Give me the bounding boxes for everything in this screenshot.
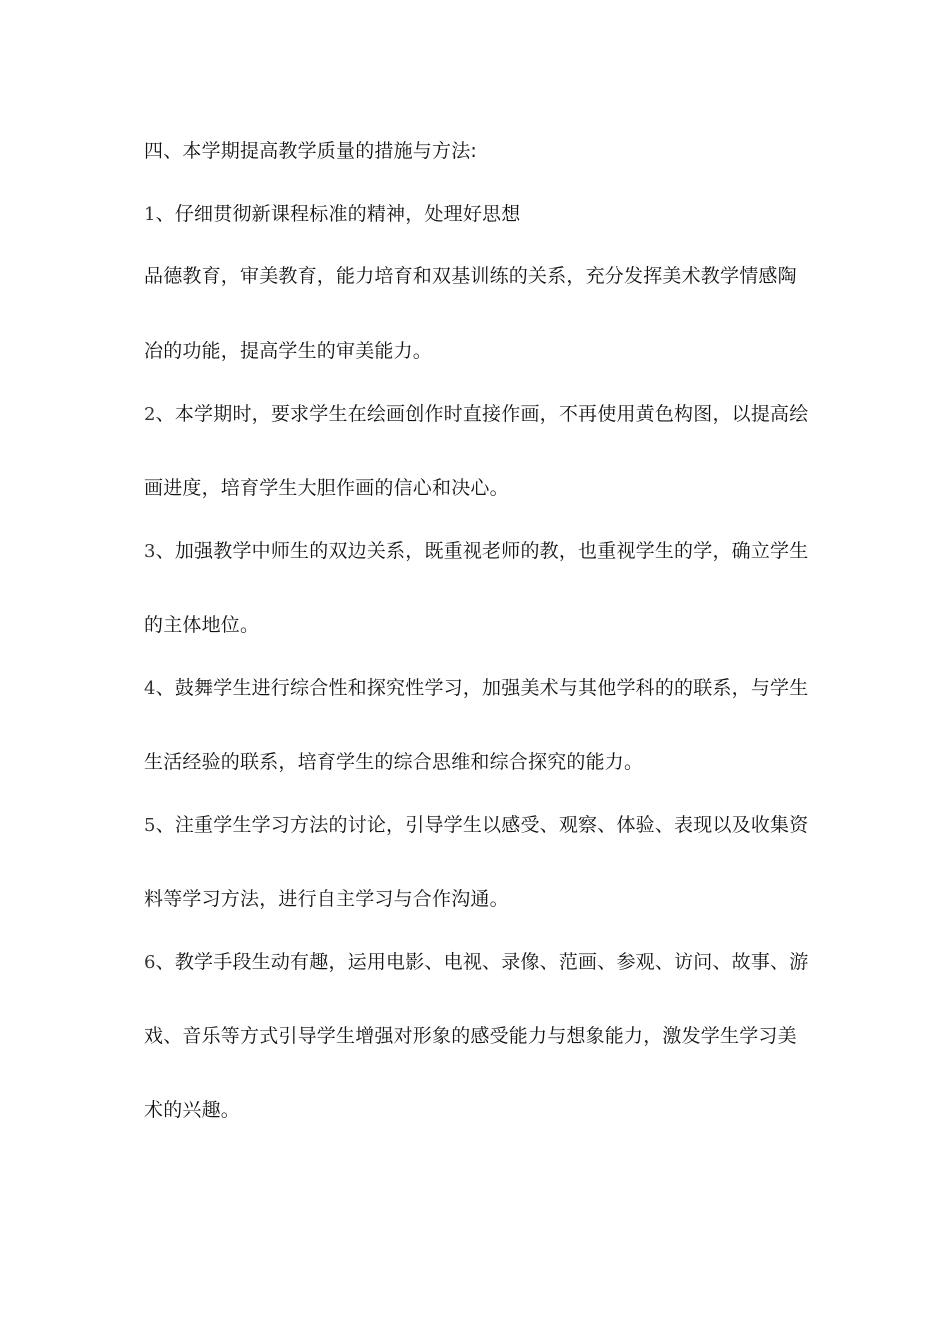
item-number: 1 [144, 204, 156, 225]
item-number: 6 [144, 952, 156, 973]
section-heading: 四、本学期提高教学质量的措施与方法: [144, 140, 478, 162]
item-text: 、仔细贯彻新课程标准的精神，处理好思想 [155, 203, 521, 225]
item-text: 、鼓舞学生进行综合性和探究性学习，加强美术与其他学科的的联系，与学生 [155, 677, 809, 699]
list-item-3-line-2: 的主体地位。 [144, 614, 260, 636]
list-item-6-line-1 [144, 950, 814, 975]
item-text: 、加强教学中师生的双边关系，既重视老师的教，也重视学生的学，确立学生 [155, 540, 809, 562]
list-item-5-line-1 [144, 813, 814, 838]
list-item-3-line-1 [144, 539, 814, 564]
item-text: 、注重学生学习方法的讨论，引导学生以感受、观察、体验、表现以及收集资 [155, 814, 809, 836]
list-item-5-line-2: 料等学习方法，进行自主学习与合作沟通。 [144, 888, 509, 910]
list-item-6-line-3: 术的兴趣。 [144, 1099, 241, 1121]
list-item-4-line-2: 生活经验的联系，培育学生的综合思维和综合探究的能力。 [144, 751, 644, 773]
list-item-1-line-1 [144, 202, 814, 227]
list-item-2-line-2: 画进度，培育学生大胆作画的信心和决心。 [144, 477, 509, 499]
list-item-1-line-3: 冶的功能，提高学生的审美能力。 [144, 340, 433, 362]
item-text: 、教学手段生动有趣，运用电影、电视、录像、范画、参观、访问、故事、游 [155, 951, 809, 973]
list-item-2-line-1 [144, 402, 814, 427]
item-text: 、本学期时，要求学生在绘画创作时直接作画，不再使用黄色构图，以提高绘 [155, 403, 809, 425]
list-item-1-line-2: 品德教育，审美教育，能力培育和双基训练的关系，充分发挥美术教学情感陶 [144, 265, 797, 287]
item-number: 3 [144, 541, 156, 562]
item-number: 2 [144, 404, 156, 425]
item-number: 5 [144, 815, 156, 836]
list-item-6-line-2: 戏、音乐等方式引导学生增强对形象的感受能力与想象能力，激发学生学习美 [144, 1025, 797, 1047]
list-item-4-line-1 [144, 676, 814, 701]
item-number: 4 [144, 678, 156, 699]
